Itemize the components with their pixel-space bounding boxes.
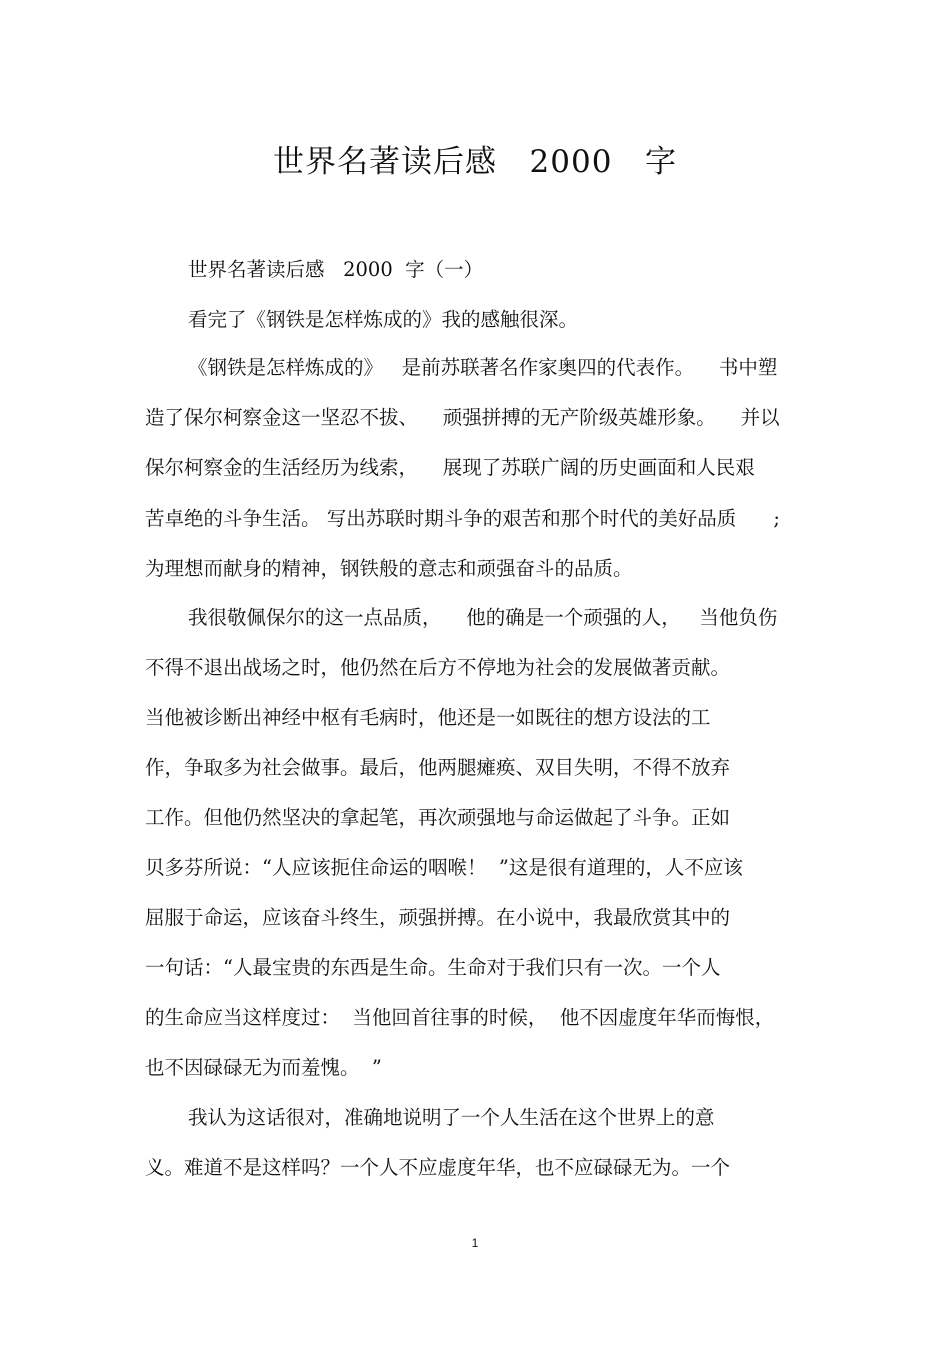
paragraph-line: 苦卓绝的斗争生活。 写出苏联时期斗争的艰苦和那个时代的美好品质 ; xyxy=(145,507,780,530)
paragraph-line: 工作。但他仍然坚决的拿起笔，再次顽强地与命运做起了斗争。正如 xyxy=(145,806,731,829)
paragraph-line: 一句话：“人最宝贵的东西是生命。生命对于我们只有一次。一个人 xyxy=(145,956,721,979)
paragraph-line: 造了保尔柯察金这一坚忍不拔、 顽强拼搏的无产阶级英雄形象。 并以 xyxy=(145,406,780,429)
paragraph-line: 义。难道不是这样吗？一个人不应虚度年华，也不应碌碌无为。一个 xyxy=(145,1156,731,1179)
paragraph-line: 不得不退出战场之时，他仍然在后方不停地为社会的发展做著贡献。 xyxy=(145,656,731,679)
paragraph-line: 贝多芬所说：“人应该扼住命运的咽喉！ ”这是很有道理的，人不应该 xyxy=(145,856,743,879)
paragraph-line: 我很敬佩保尔的这一点品质， 他的确是一个顽强的人， 当他负伤 xyxy=(188,606,778,629)
paragraph-line: 保尔柯察金的生活经历为线索， 展现了苏联广阔的历史画面和人民艰 xyxy=(145,456,755,479)
paragraph-line: 作，争取多为社会做事。最后，他两腿瘫痪、双目失明，不得不放弃 xyxy=(145,756,731,779)
paragraph-line: 也不因碌碌无为而羞愧。 ” xyxy=(145,1056,382,1079)
paragraph-line: 屈服于命运，应该奋斗终生，顽强拼搏。在小说中，我最欣赏其中的 xyxy=(145,906,731,929)
paragraph-line: 看完了《钢铁是怎样炼成的》我的感触很深。 xyxy=(188,308,579,331)
document-title: 世界名著读后感 2000 字 xyxy=(272,144,678,180)
paragraph-line: 当他被诊断出神经中枢有毛病时，他还是一如既往的想方设法的工 xyxy=(145,706,711,729)
paragraph-line: 《钢铁是怎样炼成的》 是前苏联著名作家奥四的代表作。 书中塑 xyxy=(188,356,778,379)
paragraph-line: 我认为这话很对，准确地说明了一个人生活在这个世界上的意 xyxy=(188,1106,715,1129)
paragraph-line: 为理想而献身的精神，钢铁般的意志和顽强奋斗的品质。 xyxy=(145,557,633,580)
paragraph-line: 的生命应当这样度过： 当他回首往事的时候， 他不因虚度年华而悔恨， xyxy=(145,1006,775,1029)
page-number: 1 xyxy=(471,1236,479,1250)
section-heading: 世界名著读后感 2000 字（一） xyxy=(188,258,484,281)
